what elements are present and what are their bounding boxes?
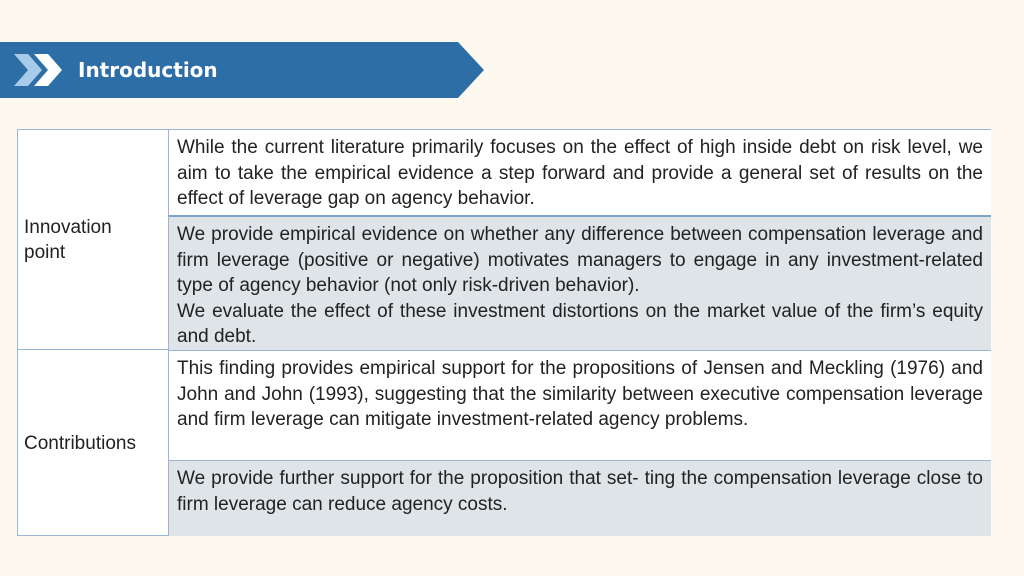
row-label-text: Innovation point <box>24 216 112 263</box>
summary-table <box>17 129 991 536</box>
section-title: Introduction <box>78 58 218 82</box>
cell-paragraph: We provide further support for the proposition that set- ting the compensation leverage close to firm leverage can reduce agency costs. <box>177 468 983 515</box>
row-label-text: Contributions <box>24 432 136 454</box>
cell-paragraph: We provide empirical evidence on whether any difference between compensation leverage and firm leverage (positive or negative) motivates managers to engage in any investment-related type of agency behavior (not only risk-driven behavior). <box>177 224 983 296</box>
cell-paragraph: We evaluate the effect of these investment distortions on the market value of the firm’s equity and debt. <box>177 300 983 347</box>
innovation-cell-1 <box>168 130 991 215</box>
section-header-banner <box>0 42 484 98</box>
cell-paragraph: While the current literature primarily focuses on the effect of high inside debt on risk level, we aim to take the empirical evidence a step forward and provide a general set of results on the effect of leverage gap on agency behavior. <box>177 137 983 209</box>
contributions-cell-2 <box>168 460 991 536</box>
cell-paragraph: This finding provides empirical support for the propositions of Jensen and Meckling (1976) and John and John (1993), suggesting that the similarity between executive compensation leverage and firm leverage can mitigate investment-related agency problems. <box>177 358 983 430</box>
contributions-cell-1 <box>168 350 991 460</box>
row-label-innovation-point <box>18 130 168 350</box>
row-label-contributions <box>18 350 168 536</box>
innovation-cell-2 <box>168 215 991 350</box>
double-chevron-right-icon <box>14 54 66 86</box>
banner-arrow-shape <box>0 42 484 98</box>
